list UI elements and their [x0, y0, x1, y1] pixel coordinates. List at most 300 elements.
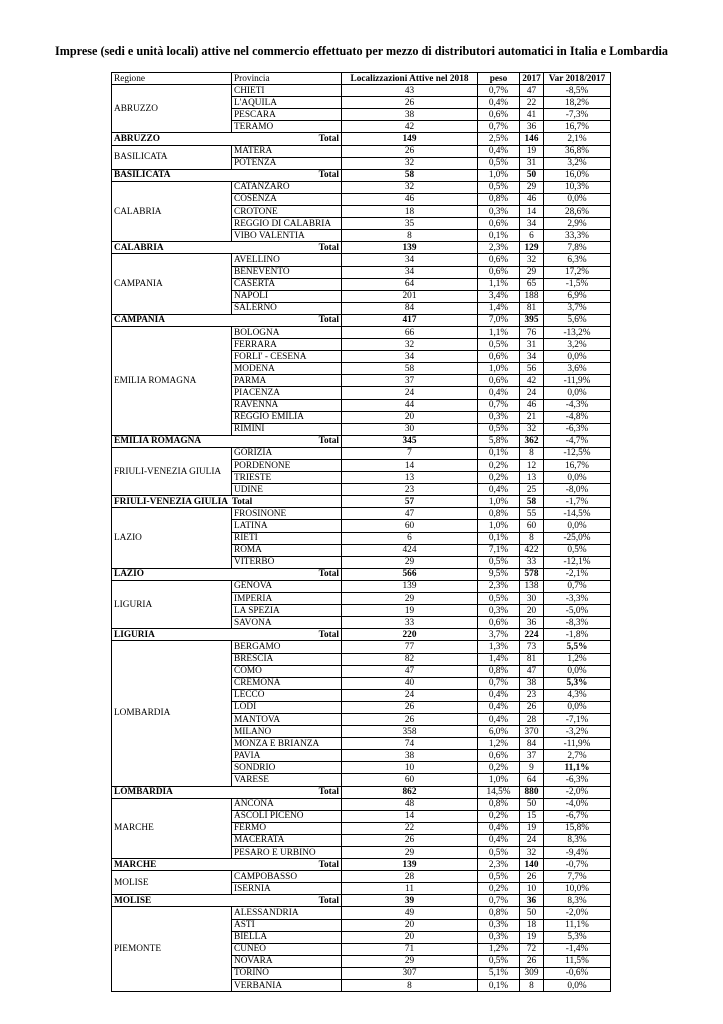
year-2017-cell: 47: [520, 665, 544, 677]
var-cell: -1,5%: [544, 278, 611, 290]
year-2017-cell: 19: [520, 145, 544, 157]
total-label: Total: [318, 242, 339, 253]
header-localizzazioni: Localizzazioni Attive nel 2018: [342, 73, 478, 85]
total-region-name: CALABRIA: [114, 242, 164, 253]
peso-cell: 0,3%: [478, 931, 520, 943]
total-label-cell: [112, 859, 342, 871]
peso-cell: 7,1%: [478, 544, 520, 556]
year-2017-cell: 65: [520, 278, 544, 290]
total-localizzazioni-cell: 57: [342, 496, 478, 508]
var-cell: 0,0%: [544, 980, 611, 992]
var-cell: 11,5%: [544, 955, 611, 967]
total-label-cell: [112, 629, 342, 641]
localizzazioni-cell: 47: [342, 665, 478, 677]
var-cell: -11,9%: [544, 738, 611, 750]
localizzazioni-cell: 11: [342, 883, 478, 895]
localizzazioni-cell: 42: [342, 121, 478, 133]
total-label: Total: [318, 315, 339, 326]
provincia-cell: MODENA: [232, 363, 342, 375]
var-cell: 5,5%: [544, 641, 611, 653]
peso-cell: 1,2%: [478, 943, 520, 955]
provincia-cell: SONDRIO: [232, 762, 342, 774]
year-2017-cell: 47: [520, 85, 544, 97]
localizzazioni-cell: 139: [342, 580, 478, 592]
region-name-cell: CALABRIA: [112, 181, 232, 241]
total-region-name: EMILIA ROMAGNA: [114, 436, 202, 447]
total-label: Total: [318, 134, 339, 145]
year-2017-cell: 19: [520, 822, 544, 834]
var-cell: -14,5%: [544, 508, 611, 520]
table-row: [112, 871, 611, 883]
localizzazioni-cell: 38: [342, 750, 478, 762]
provincia-cell: PESARO E URBINO: [232, 847, 342, 859]
year-2017-cell: 26: [520, 871, 544, 883]
peso-cell: 0,5%: [478, 556, 520, 568]
var-cell: -4,3%: [544, 399, 611, 411]
provincia-cell: VIBO VALENTIA: [232, 230, 342, 242]
peso-cell: 0,3%: [478, 206, 520, 218]
provincia-cell: LATINA: [232, 520, 342, 532]
var-cell: 0,0%: [544, 387, 611, 399]
localizzazioni-cell: 32: [342, 157, 478, 169]
total-row: [112, 568, 611, 580]
var-cell: 16,7%: [544, 460, 611, 472]
year-2017-cell: 55: [520, 508, 544, 520]
provincia-cell: LODI: [232, 701, 342, 713]
localizzazioni-cell: 44: [342, 399, 478, 411]
localizzazioni-cell: 48: [342, 798, 478, 810]
peso-cell: 0,2%: [478, 472, 520, 484]
peso-cell: 0,1%: [478, 532, 520, 544]
total-region-name: MARCHE: [114, 859, 157, 870]
year-2017-cell: 26: [520, 955, 544, 967]
peso-cell: 0,4%: [478, 484, 520, 496]
total-label-cell: [112, 786, 342, 798]
total-peso-cell: 7,0%: [478, 314, 520, 326]
provincia-cell: VARESE: [232, 774, 342, 786]
peso-cell: 1,0%: [478, 774, 520, 786]
year-2017-cell: 73: [520, 641, 544, 653]
peso-cell: 0,8%: [478, 193, 520, 205]
peso-cell: 1,2%: [478, 738, 520, 750]
total-label-cell: [112, 133, 342, 145]
provincia-cell: MATERA: [232, 145, 342, 157]
var-cell: 3,7%: [544, 302, 611, 314]
localizzazioni-cell: 20: [342, 919, 478, 931]
provincia-cell: ASTI: [232, 919, 342, 931]
var-cell: 8,3%: [544, 834, 611, 846]
localizzazioni-cell: 82: [342, 653, 478, 665]
total-var-cell: 2,1%: [544, 133, 611, 145]
region-name-cell: FRIULI-VENEZIA GIULIA: [112, 447, 232, 495]
peso-cell: 0,4%: [478, 97, 520, 109]
var-cell: 28,6%: [544, 206, 611, 218]
provincia-cell: UDINE: [232, 484, 342, 496]
peso-cell: 0,3%: [478, 919, 520, 931]
year-2017-cell: 60: [520, 520, 544, 532]
provincia-cell: PESCARA: [232, 109, 342, 121]
localizzazioni-cell: 24: [342, 387, 478, 399]
total-row: [112, 169, 611, 181]
localizzazioni-cell: 74: [342, 738, 478, 750]
var-cell: -8,3%: [544, 617, 611, 629]
table-row: [112, 907, 611, 919]
total-region-name: MOLISE: [114, 895, 152, 906]
total-var-cell: -2,1%: [544, 568, 611, 580]
year-2017-cell: 8: [520, 532, 544, 544]
peso-cell: 0,3%: [478, 411, 520, 423]
year-2017-cell: 81: [520, 653, 544, 665]
localizzazioni-cell: 43: [342, 85, 478, 97]
provincia-cell: CHIETI: [232, 85, 342, 97]
var-cell: -6,7%: [544, 810, 611, 822]
peso-cell: 0,4%: [478, 145, 520, 157]
localizzazioni-cell: 24: [342, 689, 478, 701]
table-row: [112, 85, 611, 97]
region-name-cell: LOMBARDIA: [112, 641, 232, 786]
provincia-cell: FROSINONE: [232, 508, 342, 520]
year-2017-cell: 422: [520, 544, 544, 556]
peso-cell: 0,8%: [478, 508, 520, 520]
var-cell: 10,3%: [544, 181, 611, 193]
peso-cell: 0,7%: [478, 677, 520, 689]
peso-cell: 0,3%: [478, 605, 520, 617]
localizzazioni-cell: 26: [342, 701, 478, 713]
var-cell: -2,0%: [544, 907, 611, 919]
total-peso-cell: 1,0%: [478, 496, 520, 508]
var-cell: 0,0%: [544, 665, 611, 677]
header-var: Var 2018/2017: [544, 73, 611, 85]
peso-cell: 0,6%: [478, 109, 520, 121]
year-2017-cell: 36: [520, 617, 544, 629]
provincia-cell: BOLOGNA: [232, 326, 342, 338]
peso-cell: 0,1%: [478, 447, 520, 459]
peso-cell: 0,1%: [478, 230, 520, 242]
peso-cell: 0,5%: [478, 423, 520, 435]
total-2017-cell: 58: [520, 496, 544, 508]
total-label: Total: [318, 859, 339, 870]
year-2017-cell: 18: [520, 919, 544, 931]
total-region-name: BASILICATA: [114, 170, 171, 181]
peso-cell: 0,4%: [478, 701, 520, 713]
total-localizzazioni-cell: 58: [342, 169, 478, 181]
total-localizzazioni-cell: 39: [342, 895, 478, 907]
peso-cell: 1,1%: [478, 326, 520, 338]
provincia-cell: CAMPOBASSO: [232, 871, 342, 883]
table-row: [112, 798, 611, 810]
peso-cell: 0,5%: [478, 871, 520, 883]
peso-cell: 0,6%: [478, 254, 520, 266]
localizzazioni-cell: 40: [342, 677, 478, 689]
total-peso-cell: 2,3%: [478, 242, 520, 254]
total-2017-cell: 395: [520, 314, 544, 326]
localizzazioni-cell: 358: [342, 726, 478, 738]
peso-cell: 0,2%: [478, 460, 520, 472]
year-2017-cell: 32: [520, 847, 544, 859]
provincia-cell: ANCONA: [232, 798, 342, 810]
var-cell: 0,0%: [544, 701, 611, 713]
var-cell: -6,3%: [544, 423, 611, 435]
var-cell: 0,0%: [544, 193, 611, 205]
year-2017-cell: 188: [520, 290, 544, 302]
table-row: [112, 508, 611, 520]
year-2017-cell: 38: [520, 677, 544, 689]
localizzazioni-cell: 26: [342, 97, 478, 109]
var-cell: -8,5%: [544, 85, 611, 97]
localizzazioni-cell: 7: [342, 447, 478, 459]
peso-cell: 0,4%: [478, 834, 520, 846]
total-2017-cell: 50: [520, 169, 544, 181]
total-var-cell: 5,6%: [544, 314, 611, 326]
total-region-name: FRIULI-VENEZIA GIULIA: [114, 496, 228, 507]
var-cell: 18,2%: [544, 97, 611, 109]
var-cell: -1,4%: [544, 943, 611, 955]
localizzazioni-cell: 14: [342, 810, 478, 822]
region-name-cell: MARCHE: [112, 798, 232, 858]
peso-cell: 0,6%: [478, 218, 520, 230]
localizzazioni-cell: 60: [342, 774, 478, 786]
region-name-cell: MOLISE: [112, 871, 232, 895]
year-2017-cell: 33: [520, 556, 544, 568]
var-cell: 6,3%: [544, 254, 611, 266]
total-2017-cell: 880: [520, 786, 544, 798]
provincia-cell: FERMO: [232, 822, 342, 834]
provincia-cell: SAVONA: [232, 617, 342, 629]
var-cell: 5,3%: [544, 677, 611, 689]
year-2017-cell: 84: [520, 738, 544, 750]
var-cell: -5,0%: [544, 605, 611, 617]
total-row: [112, 895, 611, 907]
peso-cell: 0,6%: [478, 266, 520, 278]
year-2017-cell: 29: [520, 266, 544, 278]
provincia-cell: BRESCIA: [232, 653, 342, 665]
total-var-cell: 16,0%: [544, 169, 611, 181]
table-row: [112, 641, 611, 653]
var-cell: 11,1%: [544, 762, 611, 774]
total-row: [112, 242, 611, 254]
peso-cell: 0,1%: [478, 980, 520, 992]
total-var-cell: -1,7%: [544, 496, 611, 508]
peso-cell: 0,8%: [478, 907, 520, 919]
var-cell: -6,3%: [544, 774, 611, 786]
total-label-cell: [112, 314, 342, 326]
localizzazioni-cell: 26: [342, 834, 478, 846]
localizzazioni-cell: 71: [342, 943, 478, 955]
total-localizzazioni-cell: 139: [342, 859, 478, 871]
total-row: [112, 314, 611, 326]
total-label-cell: [112, 496, 342, 508]
localizzazioni-cell: 14: [342, 460, 478, 472]
localizzazioni-cell: 32: [342, 339, 478, 351]
year-2017-cell: 24: [520, 834, 544, 846]
var-cell: 6,9%: [544, 290, 611, 302]
table-row: [112, 580, 611, 592]
provincia-cell: CUNEO: [232, 943, 342, 955]
provincia-cell: RIETI: [232, 532, 342, 544]
year-2017-cell: 19: [520, 931, 544, 943]
peso-cell: 0,7%: [478, 121, 520, 133]
table-row: [112, 181, 611, 193]
provincia-cell: CROTONE: [232, 206, 342, 218]
localizzazioni-cell: 20: [342, 411, 478, 423]
provincia-cell: PIACENZA: [232, 387, 342, 399]
var-cell: 0,0%: [544, 472, 611, 484]
header-provincia: Provincia: [232, 73, 342, 85]
localizzazioni-cell: 34: [342, 266, 478, 278]
year-2017-cell: 34: [520, 351, 544, 363]
year-2017-cell: 46: [520, 399, 544, 411]
total-2017-cell: 140: [520, 859, 544, 871]
year-2017-cell: 41: [520, 109, 544, 121]
year-2017-cell: 32: [520, 423, 544, 435]
total-2017-cell: 578: [520, 568, 544, 580]
localizzazioni-cell: 18: [342, 206, 478, 218]
year-2017-cell: 29: [520, 181, 544, 193]
provincia-cell: MANTOVA: [232, 713, 342, 725]
provincia-cell: MILANO: [232, 726, 342, 738]
year-2017-cell: 50: [520, 798, 544, 810]
localizzazioni-cell: 29: [342, 847, 478, 859]
total-label-cell: [112, 895, 342, 907]
total-row: [112, 133, 611, 145]
total-var-cell: -0,7%: [544, 859, 611, 871]
provincia-cell: MACERATA: [232, 834, 342, 846]
localizzazioni-cell: 34: [342, 254, 478, 266]
peso-cell: 1,1%: [478, 278, 520, 290]
total-region-name: LAZIO: [114, 569, 144, 580]
year-2017-cell: 24: [520, 387, 544, 399]
total-row: [112, 435, 611, 447]
document-title: Imprese (sedi e unità locali) attive nel commercio effettuato per mezzo di distributori automatici in Italia e Lombardia: [55, 44, 668, 58]
year-2017-cell: 30: [520, 593, 544, 605]
header-2017: 2017: [520, 73, 544, 85]
peso-cell: 0,4%: [478, 822, 520, 834]
year-2017-cell: 8: [520, 980, 544, 992]
peso-cell: 0,4%: [478, 713, 520, 725]
year-2017-cell: 14: [520, 206, 544, 218]
peso-cell: 0,5%: [478, 157, 520, 169]
peso-cell: 1,4%: [478, 302, 520, 314]
provincia-cell: SALERNO: [232, 302, 342, 314]
provincia-cell: GENOVA: [232, 580, 342, 592]
total-peso-cell: 3,7%: [478, 629, 520, 641]
localizzazioni-cell: 307: [342, 967, 478, 979]
total-localizzazioni-cell: 149: [342, 133, 478, 145]
year-2017-cell: 81: [520, 302, 544, 314]
peso-cell: 0,8%: [478, 665, 520, 677]
var-cell: 5,3%: [544, 931, 611, 943]
total-label-cell: [112, 242, 342, 254]
year-2017-cell: 50: [520, 907, 544, 919]
provincia-cell: COMO: [232, 665, 342, 677]
total-var-cell: -2,0%: [544, 786, 611, 798]
region-name-cell: BASILICATA: [112, 145, 232, 169]
localizzazioni-cell: 46: [342, 193, 478, 205]
total-region-name: LIGURIA: [114, 629, 155, 640]
var-cell: -13,2%: [544, 326, 611, 338]
provincia-cell: LECCO: [232, 689, 342, 701]
total-label: Total: [318, 436, 339, 447]
total-localizzazioni-cell: 566: [342, 568, 478, 580]
provincia-cell: TORINO: [232, 967, 342, 979]
provincia-cell: BENEVENTO: [232, 266, 342, 278]
provincia-cell: TERAMO: [232, 121, 342, 133]
year-2017-cell: 15: [520, 810, 544, 822]
region-name-cell: LIGURIA: [112, 580, 232, 628]
var-cell: 4,3%: [544, 689, 611, 701]
provincia-cell: CATANZARO: [232, 181, 342, 193]
provincia-cell: ROMA: [232, 544, 342, 556]
peso-cell: 0,8%: [478, 798, 520, 810]
var-cell: -8,0%: [544, 484, 611, 496]
peso-cell: 0,5%: [478, 847, 520, 859]
year-2017-cell: 64: [520, 774, 544, 786]
provincia-cell: FORLI' - CESENA: [232, 351, 342, 363]
provincia-cell: L'AQUILA: [232, 97, 342, 109]
provincia-cell: CASERTA: [232, 278, 342, 290]
localizzazioni-cell: 424: [342, 544, 478, 556]
localizzazioni-cell: 20: [342, 931, 478, 943]
total-peso-cell: 0,7%: [478, 895, 520, 907]
year-2017-cell: 25: [520, 484, 544, 496]
provincia-cell: COSENZA: [232, 193, 342, 205]
localizzazioni-cell: 13: [342, 472, 478, 484]
total-label: Total: [318, 787, 339, 798]
var-cell: -7,3%: [544, 109, 611, 121]
year-2017-cell: 23: [520, 689, 544, 701]
var-cell: 0,5%: [544, 544, 611, 556]
table-row: [112, 145, 611, 157]
year-2017-cell: 20: [520, 605, 544, 617]
provincia-cell: CREMONA: [232, 677, 342, 689]
localizzazioni-cell: 19: [342, 605, 478, 617]
provincia-cell: FERRARA: [232, 339, 342, 351]
var-cell: 15,8%: [544, 822, 611, 834]
provincia-cell: REGGIO EMILIA: [232, 411, 342, 423]
year-2017-cell: 76: [520, 326, 544, 338]
peso-cell: 2,3%: [478, 580, 520, 592]
total-peso-cell: 5,8%: [478, 435, 520, 447]
localizzazioni-cell: 22: [342, 822, 478, 834]
total-label-cell: [112, 435, 342, 447]
provincia-cell: RIMINI: [232, 423, 342, 435]
var-cell: 0,0%: [544, 351, 611, 363]
var-cell: 1,2%: [544, 653, 611, 665]
var-cell: -3,2%: [544, 726, 611, 738]
total-row: [112, 786, 611, 798]
provincia-cell: MONZA E BRIANZA: [232, 738, 342, 750]
var-cell: 36,8%: [544, 145, 611, 157]
total-var-cell: -4,7%: [544, 435, 611, 447]
var-cell: 3,6%: [544, 363, 611, 375]
total-peso-cell: 2,3%: [478, 859, 520, 871]
peso-cell: 1,0%: [478, 363, 520, 375]
year-2017-cell: 42: [520, 375, 544, 387]
peso-cell: 0,5%: [478, 593, 520, 605]
peso-cell: 0,6%: [478, 750, 520, 762]
provincia-cell: VITERBO: [232, 556, 342, 568]
var-cell: 16,7%: [544, 121, 611, 133]
localizzazioni-cell: 28: [342, 871, 478, 883]
provincia-cell: REGGIO DI CALABRIA: [232, 218, 342, 230]
provincia-cell: TRIESTE: [232, 472, 342, 484]
peso-cell: 0,5%: [478, 339, 520, 351]
total-localizzazioni-cell: 345: [342, 435, 478, 447]
provincia-cell: POTENZA: [232, 157, 342, 169]
year-2017-cell: 32: [520, 254, 544, 266]
provincia-cell: RAVENNA: [232, 399, 342, 411]
year-2017-cell: 36: [520, 121, 544, 133]
